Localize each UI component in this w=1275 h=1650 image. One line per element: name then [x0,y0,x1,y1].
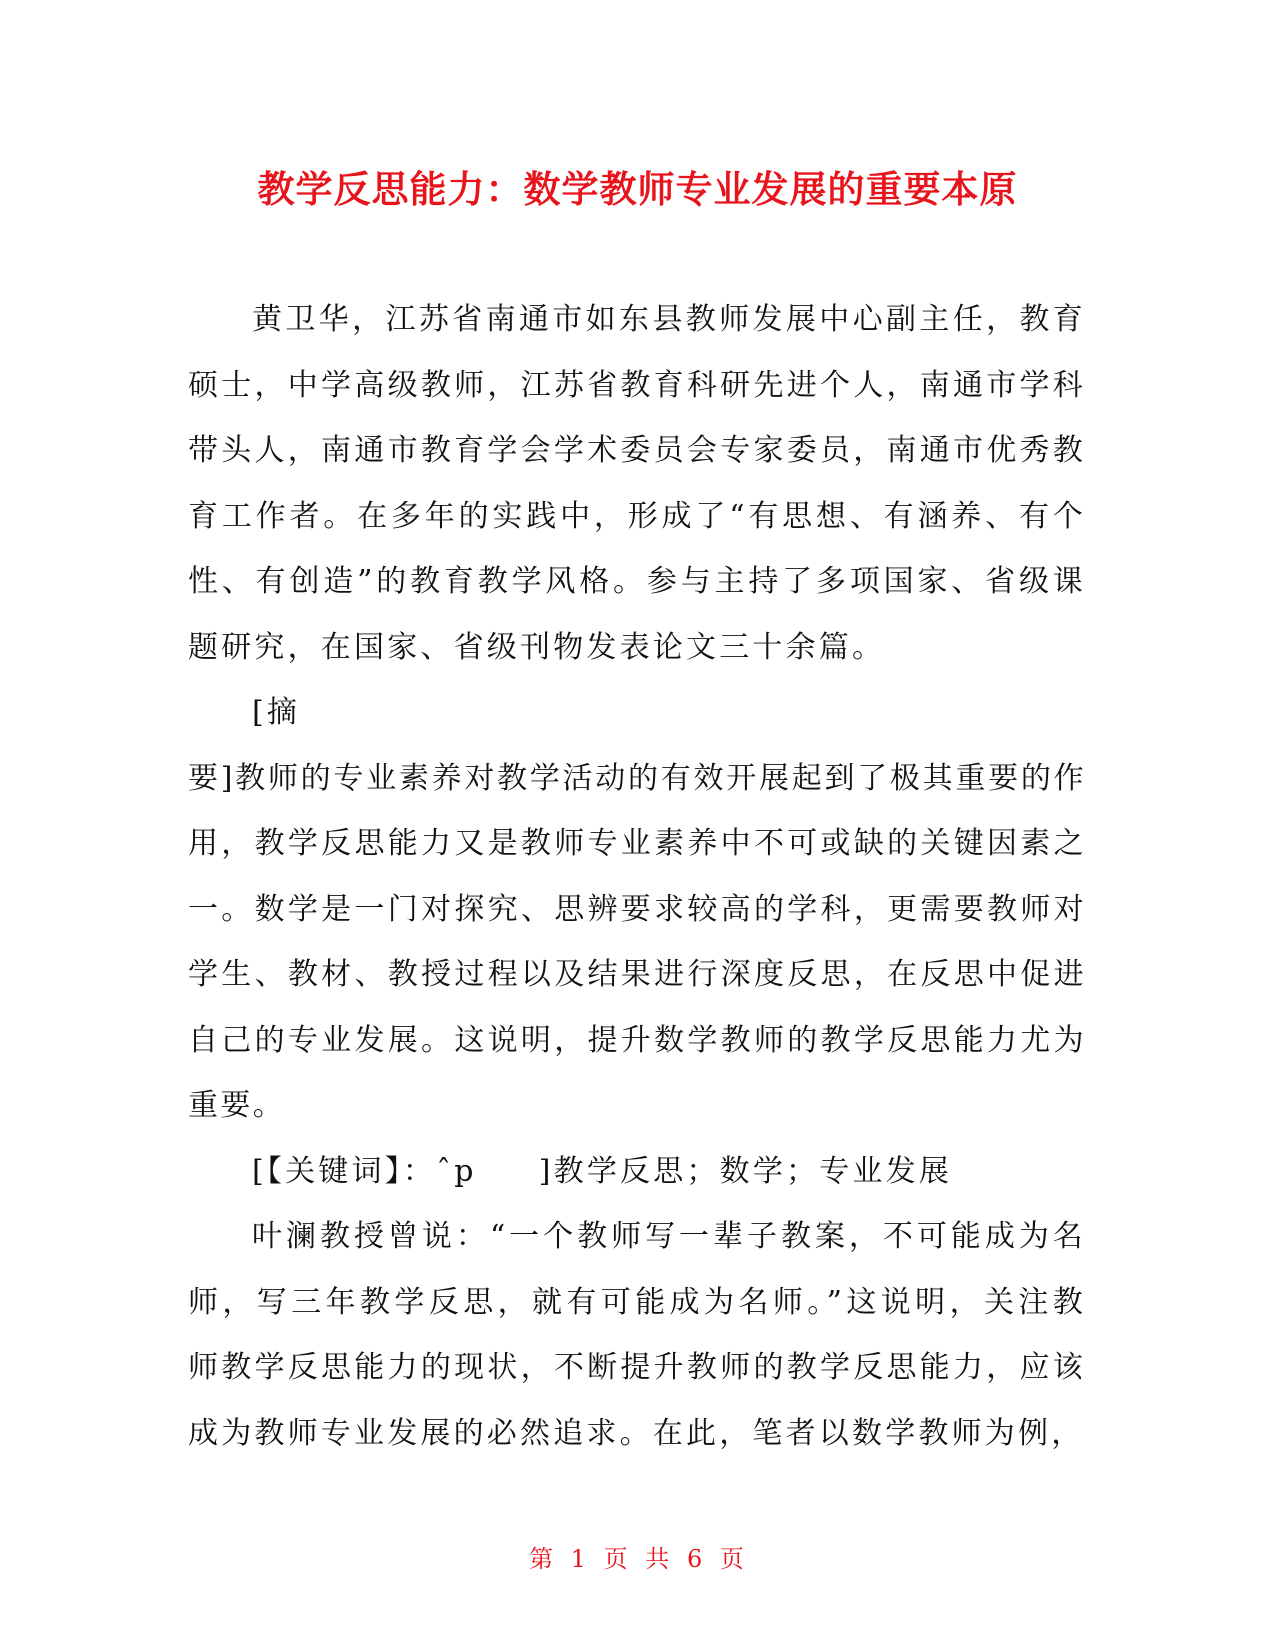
page-number-footer: 第 1 页 共 6 页 [529,1545,746,1573]
keywords-text: ]教学反思；数学；专业发展 [538,1153,953,1189]
document-title: 教学反思能力：数学教师专业发展的重要本原 [257,168,1018,211]
intro-paragraph: 叶澜教授曾说：“一个教师写一辈子教案，不可能成为名师，写三年教学反思，就有可能成为名师。”这说明，关注教师教学反思能力的现状，不断提升教师的教学反思能力，应该成为教师专业发展的必然追求。在此，笔者以数学教师为例， [188,1219,1086,1451]
keywords-prefix: [【关键词】：ˆp [252,1153,477,1189]
author-bio-paragraph: 黄卫华，江苏省南通市如东县教师发展中心副主任，教育硕士，中学高级教师，江苏省教育科研先进个人，南通市学科带头人，南通市教育学会学术委员会专家委员，南通市优秀教育工作者。在多年的实践中，形成了“有思想、有涵养、有个性、有创造”的教育教学风格。参与主持了多项国家、省级课题研究，在国家、省级刊物发表论文三十余篇。 [188,302,1086,665]
abstract-label-line: [摘 [252,695,301,730]
keywords-line [188,1139,1086,1205]
document-body [188,287,1086,1466]
abstract-paragraph: 要]教师的专业素养对教学活动的有效开展起到了极其重要的作用，教学反思能力又是教师专业素养中不可或缺的关键因素之一。数学是一门对探究、思辨要求较高的学科，更需要教师对学生、教材、教授过程以及结果进行深度反思，在反思中促进自己的专业发展。这说明，提升数学教师的教学反思能力尤为重要。 [188,760,1086,1123]
